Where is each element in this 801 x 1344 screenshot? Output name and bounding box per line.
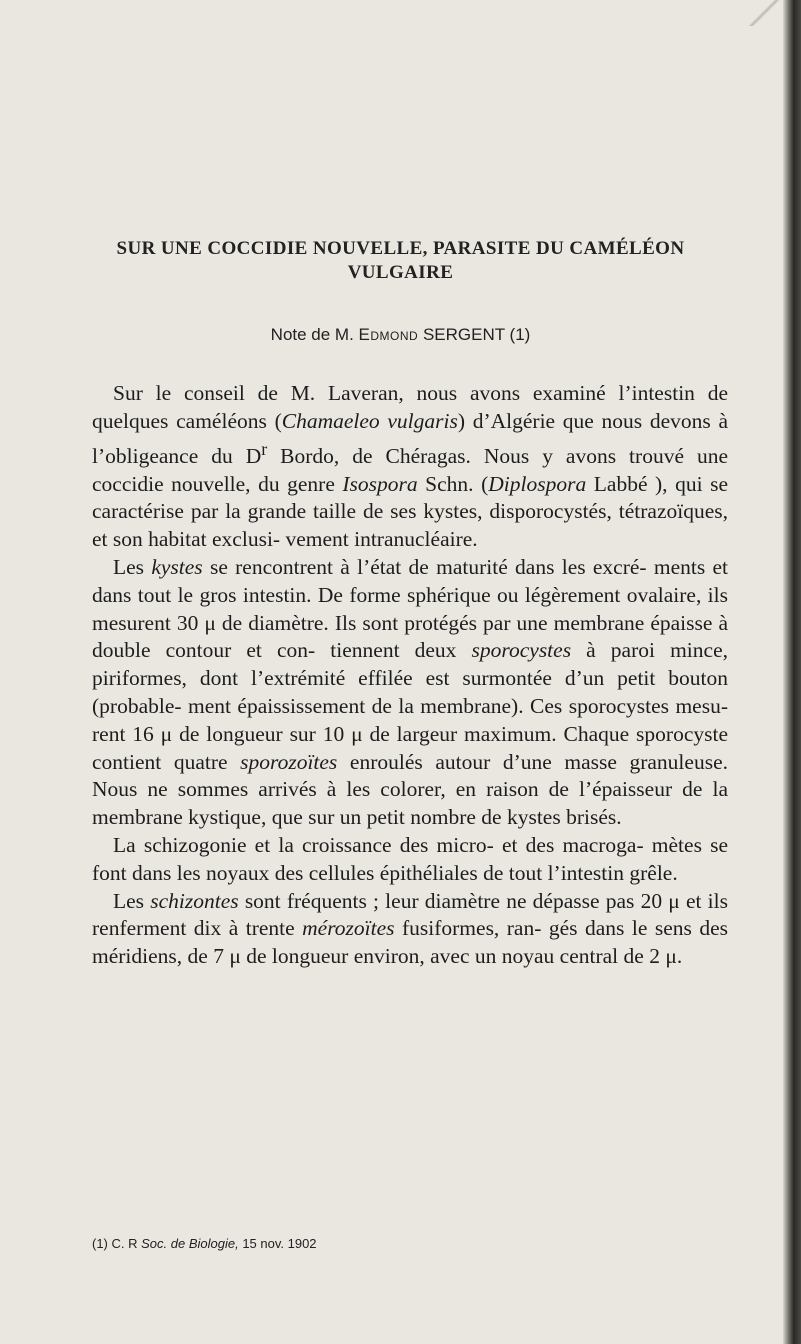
superscript: r [261,438,268,459]
footnote [92,1236,317,1251]
page-corner-crease [744,0,784,26]
text-run: sont fréquents ; leur diamètre ne dépasse pas 20 μ et ils renferment dix à trente [92,888,728,941]
text-run: Labbé ), qui se caractérise par la grande taille de ses kystes, disporocystés, tétrazoïques, et son habitat exclusi- vement intranucléaire. [92,471,728,552]
italic-term: kystes [151,554,203,579]
text-run: fusiformes, ran- gés dans le sens des méridiens, de 7 μ de longueur environ, avec un noyau central de 2 μ. [92,916,728,969]
text-run: se rencontrent à l’état de maturité dans les excré- ments et dans tout le gros intestin. De forme sphérique ou légèrement ovalaire, ils mesurent 30 μ de diamètre. Ils sont protégés par une membrane épaisse à double contour et con- tiennent deux [92,554,729,663]
footnote-date: 15 nov. 1902 [238,1236,317,1251]
paragraph-1 [92,380,728,554]
article-title-line-2: VULGAIRE [347,262,454,283]
text-run: Les [113,554,152,579]
author-first-name: Edmond [358,325,419,344]
binding-edge [783,0,801,1344]
text-run: à paroi mince, piriformes, dont l’extrémité effilée est surmontée d’un petit bouton (probable- ment épaississement de la membrane). Ces sporocystes mesu- rent 16 μ de longueur sur 10 μ de largeur maximum. Chaque sporocyste contient quatre [92,638,728,774]
article-body [92,380,728,971]
footnote-journal: Soc. de Biologie, [141,1236,239,1251]
italic-term: sporozoïtes [240,749,338,774]
text-run: Schn. ( [417,471,489,496]
article-title-line-1: SUR UNE COCCIDIE NOUVELLE, PARASITE DU CAMÉLÉON [116,238,685,259]
text-run: Les [113,888,151,913]
paragraph-2 [92,554,728,832]
footnote-text: (1) C. R [92,1236,142,1251]
text-run: ) d’Algérie que nous devons à l’obligeance du D [92,408,728,468]
paragraph-4 [92,888,728,971]
text-run: enroulés autour d’une masse granuleuse. Nous ne sommes arrivés à les colorer, en raison de l’épaisseur de la membrane kystique, que sur un petit nombre de kystes brisés. [92,749,728,830]
italic-genus-name: Isospora [342,471,418,496]
italic-term: mérozoïtes [302,916,395,941]
italic-species-name: Chamaeleo vulgaris [281,408,458,433]
footnote-reference: (1) [504,325,531,344]
italic-genus-name: Diplospora [488,471,587,496]
text-run: Bordo, de Chéragas. Nous y avons trouvé une coccidie nouvelle, du genre [92,443,728,496]
author-last-name: SERGENT [418,325,505,344]
italic-term: sporocystes [471,638,572,663]
author-note [0,325,801,345]
italic-term: schizontes [150,888,239,913]
paragraph-3: La schizogonie et la croissance des micro- et des macroga- mètes se font dans les noyaux des cellules épithéliales de tout l’intestin grêle. [92,832,728,885]
text-run: Sur le conseil de M. Laveran, nous avons examiné l’intestin de quelques caméléons ( [92,381,728,433]
author-note-prefix: Note de M. [270,325,359,344]
